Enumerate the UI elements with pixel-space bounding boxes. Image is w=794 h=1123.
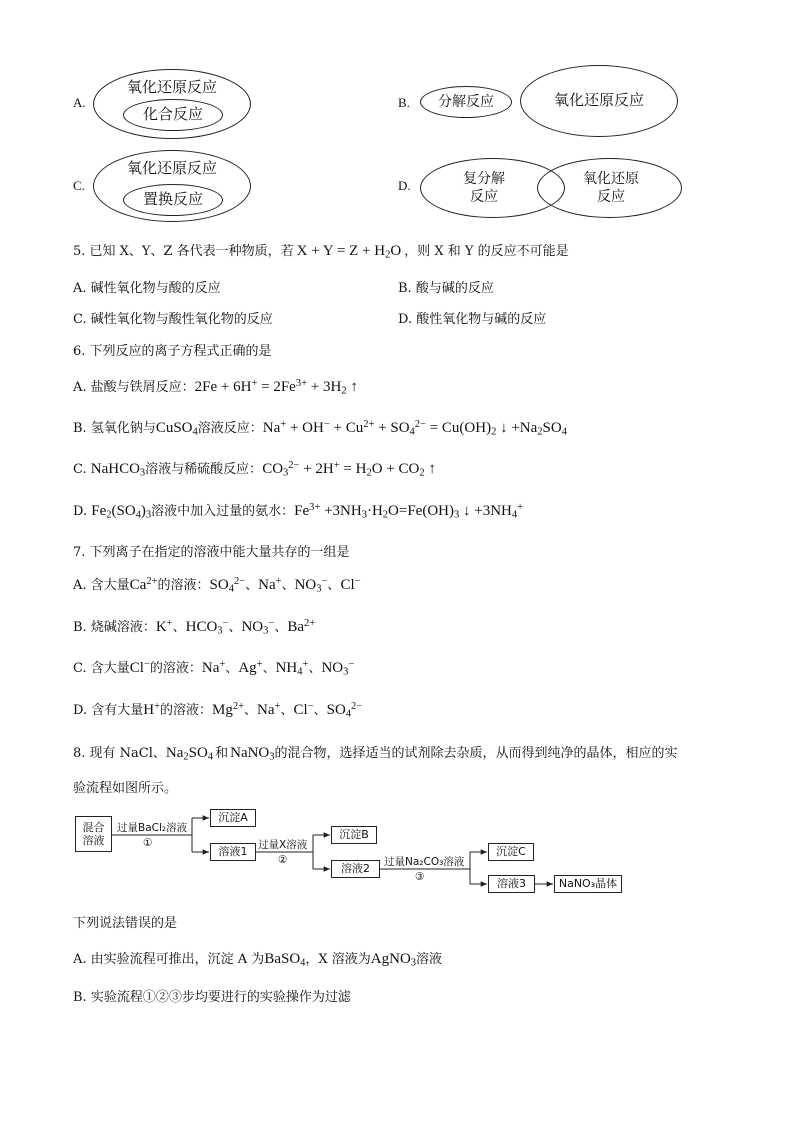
q7-d-mid: 的溶液： [160,703,213,718]
q6-d-label2: 溶液中加入过量的氨水： [151,504,295,519]
q6-option-a[interactable]: A. 盐酸与铁屑反应：$2Fe + 6H^+ = 2Fe^{3+} + 3H_2$ ↑ [73,377,358,397]
step3-reagent: 过量Na₂CO₃溶液 [384,856,465,868]
q8-a-mid: ，X 溶液为 [305,952,371,967]
q7-sep: 、 [244,703,258,718]
q5-stem-pre: 5. 已知 X、Y、Z 各代表一种物质，若 [73,244,294,259]
q4-b-left-text: 分解反应 [438,93,494,110]
q4-a-inner-ellipse [123,99,223,131]
q7-sep: 、 [274,620,288,635]
q6-option-d[interactable]: D. $Fe_2(SO_4)_3$溶液中加入过量的氨水：$Fe^{3+} +3NH_3\cdot H_2O=Fe(OH)_3$ ↓ $+3NH_4^+$ [73,501,524,521]
q7-sep: 、 [281,578,295,593]
q7-option-a[interactable]: A. 含大量$Ca^{2+}$的溶液：$SO_4^{2-}$、Na+、$NO_3^-$、Cl− [73,575,361,595]
q6-c-label: C. [73,462,91,477]
q6-option-c[interactable]: C. NaHCO$_3$溶液与稀硫酸反应：$CO_3^{2-} + 2H^+ = H_2O + CO_2$ ↑ [73,459,436,479]
q7-b-pre: B. 烧碱溶液： [73,620,156,635]
q4-d-left-line1: 复分解 [463,170,505,187]
q7-sep: 、 [225,661,239,676]
q5-equation: X + Y = Z + H [296,243,386,259]
q5-option-d[interactable]: D. 酸性氧化物与碱的反应 [398,312,547,327]
q4-a-outer-text: 氧化还原反应 [126,78,217,96]
q7-sep: 、 [313,703,327,718]
q4-option-c-label[interactable]: C. [73,178,85,193]
q5-eq-sub: 2 [385,249,391,261]
mixture-box [75,816,112,852]
q4-option-b-label[interactable]: B. [398,95,410,110]
q4-d-left-line2: 反应 [470,189,498,205]
precipitate-a-box: 沉淀A [210,809,256,827]
precipitate-c-box: 沉淀C [488,843,534,861]
q4-a-inner-text: 化合反应 [142,105,203,124]
q7-c-pre: C. 含大量 [73,661,130,676]
q6-stem: 6. 下列反应的离子方程式正确的是 [73,344,272,359]
q7-a-pre: A. 含大量 [73,578,130,593]
q4-b-left-ellipse [420,86,512,118]
q4-option-a-label[interactable]: A. [73,95,86,110]
q7-sep: 、 [308,661,322,676]
mixture-line2: 溶液 [82,834,105,847]
q4-c-inner-ellipse [123,184,223,216]
mixture-line1: 混合 [82,820,105,834]
solution-3-box: 溶液3 [488,875,535,893]
q8-a-post: 溶液 [416,952,443,967]
precipitate-b-box: 沉淀B [331,826,377,844]
q7-a-mid: 的溶液： [157,578,210,593]
q4-b-right-ellipse [520,65,678,137]
q7-c-mid: 的溶液： [149,661,202,676]
q4-d-right-line1: 氧化还原 [583,170,639,187]
q8-stem-line1: 8. 现有 NaCl、$Na_2SO_4$ 和 NaNO$_3$的混合物，选择适当的试剂除去杂质，从而得到纯净的晶体，相应的实 [73,745,678,763]
q4-option-d-label[interactable]: D. [398,178,411,193]
q5-stem-post: ，则 X 和 Y 的反应不可能是 [404,244,569,259]
q4-c-inner-text: 置换反应 [142,190,203,209]
step1-reagent: 过量BaCl₂溶液 [117,822,188,834]
q8-stem-pre: 8. 现有 NaCl、 [73,746,166,761]
q8-option-a[interactable]: A. 由实验流程可推出，沉淀 A 为BaSO$_4$，X 溶液为AgNO$_3$溶液 [73,951,443,969]
q6-a-label: A. 盐酸与铁屑反应： [73,380,195,395]
nano3-crystal-box: NaNO₃晶体 [554,875,622,893]
q8-stem-line2: 验流程如图所示。 [73,781,178,796]
q7-sep: 、 [327,578,341,593]
step3-number: ③ [415,871,425,883]
q8-option-b[interactable]: B. 实验流程①②③步均要进行的实验操作为过滤 [73,990,351,1005]
q6-c-label2: 溶液与稀硫酸反应： [145,462,263,477]
q4-c-outer-text: 氧化还原反应 [126,159,217,177]
q6-d-label: D. [73,504,92,519]
q4-d-right-line2: 反应 [597,189,625,205]
q8-stem-post: 的混合物，选择适当的试剂除去杂质，从而得到纯净的晶体，相应的实 [274,746,678,761]
q4-d-right-ellipse [537,158,682,218]
q7-sep: 、 [262,661,276,676]
q8-prompt: 下列说法错误的是 [73,916,178,931]
q8-stem-mid: 和 [215,746,229,761]
q7-sep: 、 [172,620,186,635]
q7-sep: 、 [280,703,294,718]
q8-a-pre: A. 由实验流程可推出，沉淀 A 为 [73,952,265,967]
q5-eq-tail: O [390,243,402,259]
step2-number: ② [278,854,288,866]
q5-stem [73,240,569,261]
q7-option-b[interactable]: B. 烧碱溶液：K+、$HCO_3^-$、$NO_3^-$、$Ba^{2+}$ [73,617,316,637]
q7-option-c[interactable]: C. 含大量Cl−的溶液：Na+、Ag+、$NH_4^+$、$NO_3^-$ [73,658,355,678]
q4-b-right-text: 氧化还原反应 [553,91,644,110]
step2-reagent: 过量X溶液 [258,839,308,851]
q7-sep: 、 [245,578,259,593]
q7-option-d[interactable]: D. 含有大量H+的溶液：$Mg^{2+}$、Na+、Cl−、$SO_4^{2-}$ [73,700,363,720]
q7-sep: 、 [228,620,242,635]
q6-option-b[interactable]: B. 氢氧化钠与CuSO$_4$溶液反应：$Na^+ + OH^- + Cu^{2+} + SO_4^{2-} = Cu(OH)_2$ ↓ $+Na_2SO_4$ [73,418,567,438]
solution-2-box: 溶液2 [331,860,380,878]
q7-d-pre: D. 含有大量 [73,703,144,718]
q7-stem: 7. 下列离子在指定的溶液中能大量共存的一组是 [73,545,350,560]
q5-option-c[interactable]: C. 碱性氧化物与酸性氧化物的反应 [73,312,273,327]
q6-b-label: B. 氢氧化钠与 [73,421,156,436]
step1-number: ① [143,837,153,849]
q6-b-label2: 溶液反应： [197,421,263,436]
solution-1-box: 溶液1 [210,843,256,861]
q5-option-a[interactable]: A. 碱性氧化物与酸的反应 [73,281,221,296]
q5-option-b[interactable]: B. 酸与碱的反应 [398,281,494,296]
